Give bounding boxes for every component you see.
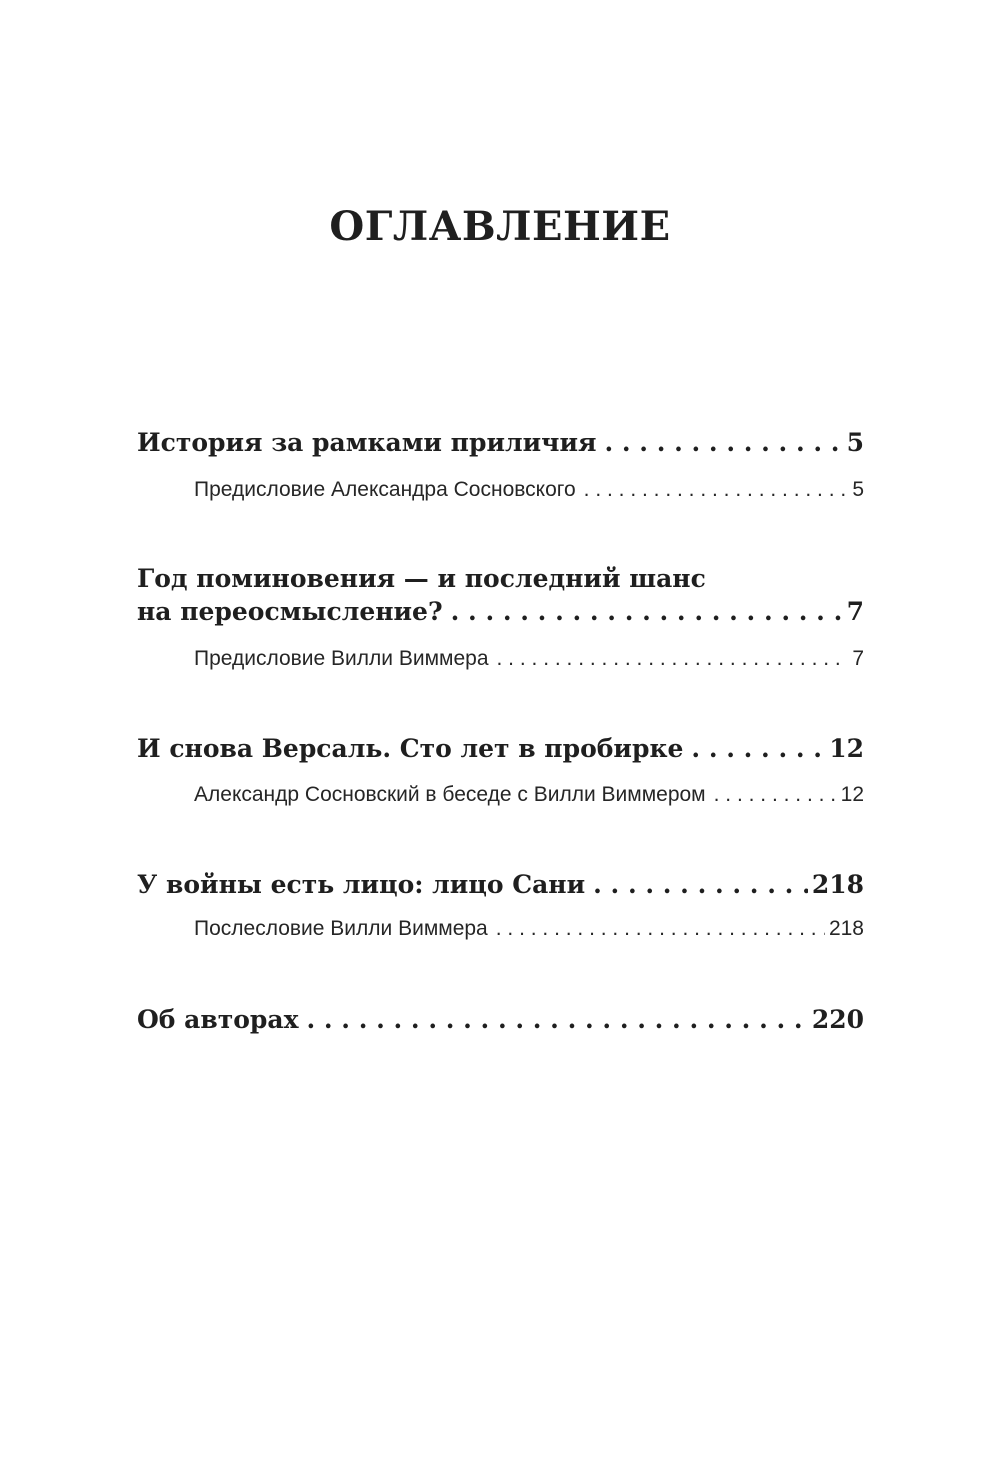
dot-leader bbox=[451, 597, 843, 626]
page-number: 5 bbox=[852, 478, 864, 501]
dot-leader bbox=[593, 870, 808, 899]
chapter-title: История за рамками приличия bbox=[137, 428, 597, 457]
dot-leader bbox=[714, 783, 837, 807]
toc-subentry[interactable] bbox=[194, 917, 864, 941]
toc-chapter[interactable] bbox=[137, 1005, 864, 1034]
page-title: ОГЛАВЛЕНИЕ bbox=[329, 203, 671, 250]
toc-subentry[interactable] bbox=[194, 783, 864, 807]
page-number: 12 bbox=[840, 783, 864, 806]
dot-leader bbox=[604, 428, 842, 457]
subentry-title: Предисловие Александра Сосновского bbox=[194, 478, 576, 501]
page-number: 218 bbox=[828, 917, 864, 940]
toc-subentry[interactable] bbox=[194, 478, 864, 502]
toc-chapter[interactable] bbox=[137, 597, 864, 626]
toc-subentry[interactable] bbox=[194, 647, 864, 671]
page-number: 7 bbox=[846, 597, 864, 626]
chapter-title: И снова Версаль. Сто лет в пробирке bbox=[137, 734, 684, 763]
dot-leader bbox=[306, 1005, 807, 1034]
page-number: 7 bbox=[852, 647, 864, 670]
subentry-title: Предисловие Вилли Виммера bbox=[194, 647, 489, 670]
page-number: 218 bbox=[811, 870, 864, 899]
subentry-title: Послесловие Вилли Виммера bbox=[194, 917, 488, 940]
dot-leader bbox=[497, 647, 849, 671]
chapter-title-line-1[interactable]: Год поминовения — и последний шанс bbox=[137, 564, 706, 593]
chapter-title: Об авторах bbox=[137, 1005, 299, 1034]
chapter-title-line-2: на переосмысление? bbox=[137, 597, 443, 626]
page-number: 12 bbox=[829, 734, 864, 763]
toc-chapter[interactable] bbox=[137, 870, 864, 899]
dot-leader bbox=[584, 478, 849, 502]
page-number: 220 bbox=[811, 1005, 864, 1034]
chapter-title: У войны есть лицо: лицо Сани bbox=[137, 870, 586, 899]
toc-chapter[interactable] bbox=[137, 734, 864, 763]
toc-chapter[interactable] bbox=[137, 428, 864, 457]
dot-leader bbox=[691, 734, 825, 763]
dot-leader bbox=[496, 917, 825, 941]
page-number: 5 bbox=[846, 428, 864, 457]
subentry-title: Александр Сосновский в беседе с Вилли Виммером bbox=[194, 783, 706, 806]
